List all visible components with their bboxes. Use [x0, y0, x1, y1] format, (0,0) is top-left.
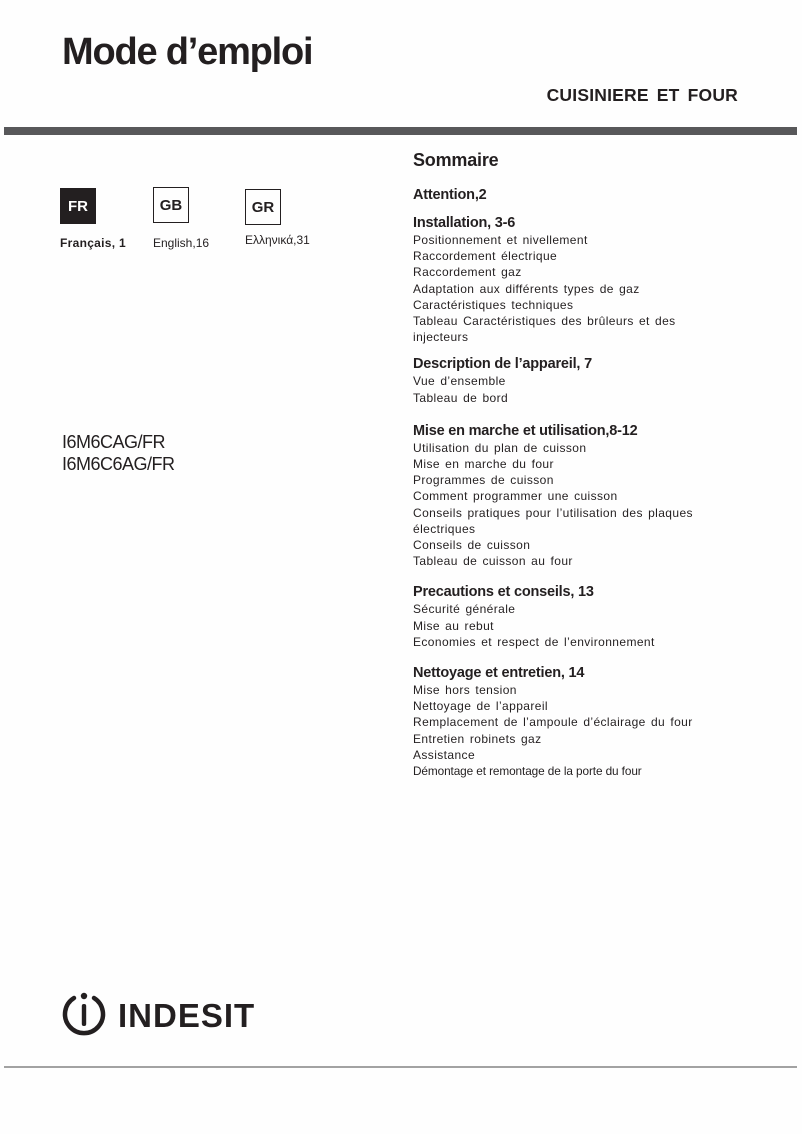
brand-logo [60, 990, 255, 1040]
language-label: Français, 1 [60, 236, 127, 250]
language-code-badge: FR [60, 188, 96, 224]
toc-section-attention[interactable] [413, 186, 733, 204]
header-divider-bar [4, 127, 797, 135]
toc-item[interactable]: Economies et respect de l’environnement [413, 634, 655, 649]
product-category: CUISINIERE ET FOUR [546, 85, 738, 105]
language-code-badge: GR [245, 189, 281, 225]
toc-item[interactable]: Conseils de cuisson [413, 538, 531, 553]
toc-item[interactable]: Sécurité générale [413, 602, 516, 617]
footer-divider-line [4, 1066, 797, 1068]
toc-section-mise-en-marche[interactable] [413, 422, 733, 570]
brand-name: INDESIT [118, 996, 256, 1034]
toc-item[interactable]: Entretien robinets gaz [413, 731, 542, 746]
toc-section-precautions[interactable] [413, 583, 733, 650]
toc-section-nettoyage[interactable] [413, 664, 733, 779]
toc-item[interactable]: Démontage et remontage de la porte du four [413, 764, 642, 779]
model-number: I6M6C6AG/FR [62, 454, 175, 474]
table-of-contents [413, 148, 733, 789]
toc-section-title: Attention,2 [413, 187, 487, 203]
toc-section-title: Installation, 3-6 [413, 215, 516, 231]
language-gr[interactable] [245, 189, 310, 247]
toc-item[interactable]: Comment programmer une cuisson [413, 489, 618, 504]
language-label: Ελληνικά,31 [245, 233, 310, 247]
model-numbers [62, 431, 175, 475]
toc-item[interactable]: Nettoyage de l’appareil [413, 699, 548, 714]
toc-item[interactable]: Assistance [413, 747, 476, 762]
toc-item[interactable]: Mise hors tension [413, 683, 517, 698]
toc-item[interactable]: Tableau de bord [413, 390, 509, 405]
toc-item[interactable]: Vue d’ensemble [413, 374, 506, 389]
toc-section-title: Nettoyage et entretien, 14 [413, 665, 585, 682]
language-label: English,16 [153, 236, 210, 250]
toc-section-title: Precautions et conseils, 13 [413, 584, 594, 601]
toc-section-title: Description de l’appareil, 7 [413, 356, 592, 373]
toc-item[interactable]: Tableau Caractéristiques des brûleurs et des injecteurs [413, 314, 676, 345]
language-gb[interactable] [153, 187, 210, 250]
toc-item[interactable]: Positionnement et nivellement [413, 233, 588, 247]
toc-item[interactable]: Mise en marche du four [413, 457, 554, 472]
toc-item[interactable]: Raccordement électrique [413, 249, 558, 264]
toc-section-title: Mise en marche et utilisation,8-12 [413, 422, 638, 439]
toc-heading: Sommaire [413, 150, 499, 170]
language-fr[interactable] [60, 188, 127, 250]
document-title: Mode d’emploi [62, 31, 313, 73]
toc-section-installation[interactable] [413, 214, 733, 345]
toc-item[interactable]: Utilisation du plan de cuisson [413, 440, 587, 455]
toc-item[interactable]: Raccordement gaz [413, 265, 522, 280]
power-i-icon [60, 990, 108, 1040]
toc-item[interactable]: Conseils pratiques pour l’utilisation des plaques électriques [413, 505, 693, 536]
toc-item[interactable]: Tableau de cuisson au four [413, 554, 573, 569]
toc-item[interactable]: Adaptation aux différents types de gaz [413, 281, 640, 296]
toc-section-description[interactable] [413, 355, 733, 405]
language-code-badge: GB [153, 187, 189, 223]
toc-item[interactable]: Mise au rebut [413, 618, 494, 633]
model-number: I6M6CAG/FR [62, 432, 166, 452]
toc-item[interactable]: Programmes de cuisson [413, 473, 554, 488]
toc-item[interactable]: Caractéristiques techniques [413, 297, 574, 312]
toc-item[interactable]: Remplacement de l’ampoule d’éclairage du four [413, 715, 693, 730]
